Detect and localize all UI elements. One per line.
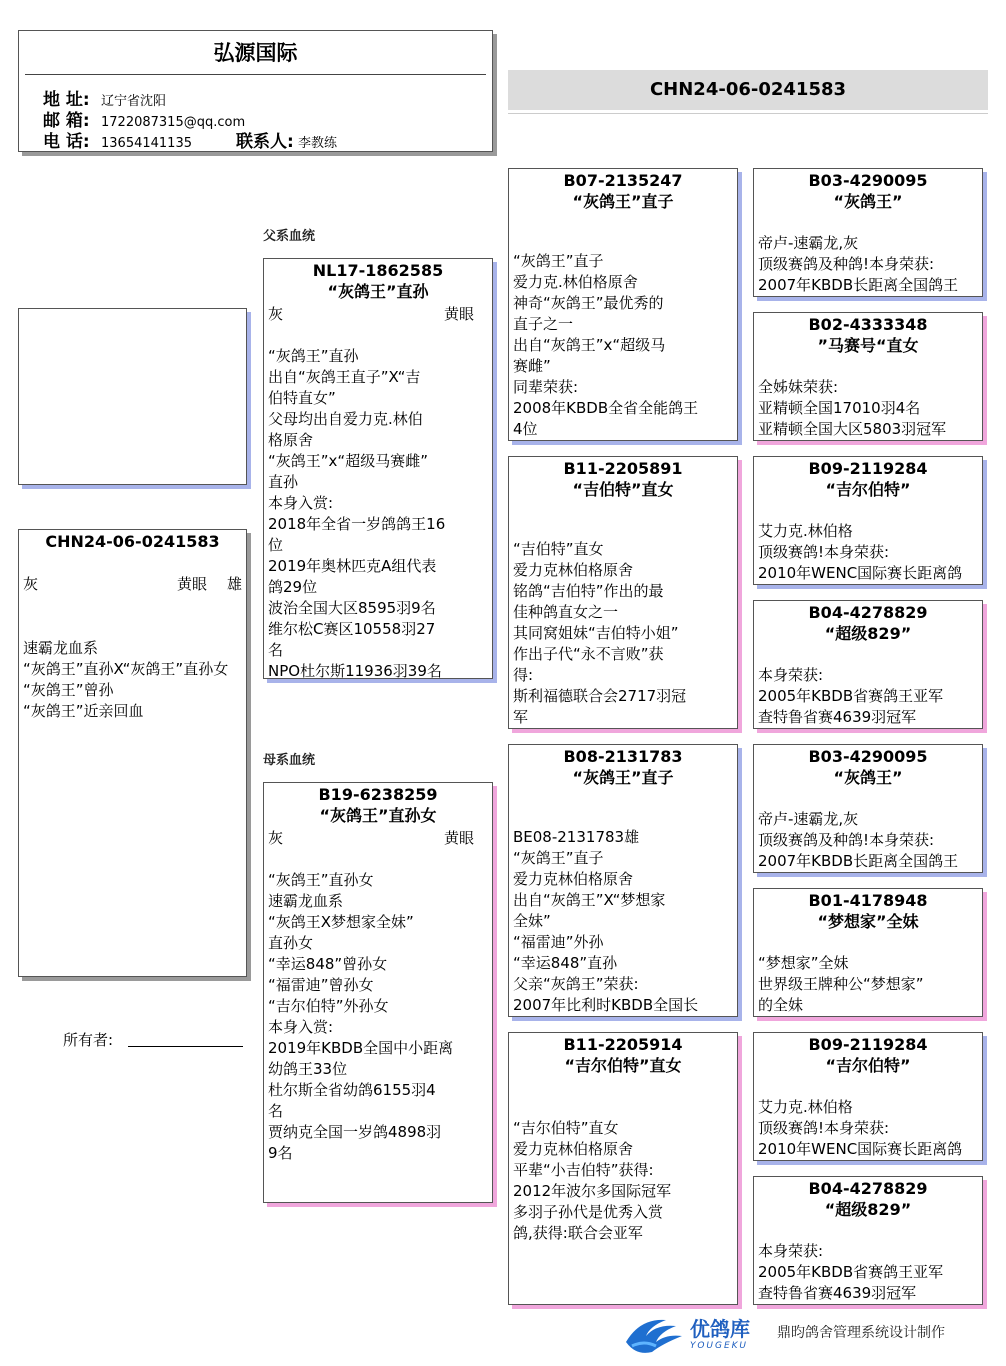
email-value: 1722087315@qq.com xyxy=(101,115,246,130)
text-line: “吉伯特”直女 xyxy=(513,540,604,558)
text-line: 爱力克.林伯格原舍 xyxy=(513,273,638,291)
sire-description xyxy=(264,346,492,679)
text-line: BE08-2131783雄 xyxy=(513,828,640,846)
text-line: 顶级赛鸽及种鸽!本身荣获: xyxy=(758,831,935,849)
subject-eye: 黄眼 xyxy=(176,575,207,593)
great-grandparent-card xyxy=(753,1176,983,1305)
great-grandparent-card xyxy=(753,312,983,441)
dam-description xyxy=(264,870,492,1164)
text-line: “福雷迪”外孙 xyxy=(513,933,604,951)
great-grandparent-ring: B02-4333348 xyxy=(808,315,928,334)
text-line: “福雷迪”曾孙女 xyxy=(268,976,374,994)
text-line: 本身入赏: xyxy=(268,494,334,512)
text-line: 速霸龙血系 xyxy=(23,639,99,657)
text-line: 幼鸽王33位 xyxy=(268,1060,348,1078)
text-line: 艾力克.林伯格 xyxy=(758,1098,853,1116)
email-label: 邮 箱: xyxy=(43,111,90,131)
great-grandparent-name: “梦想家”全妹 xyxy=(817,912,919,931)
text-line: 2012年波尔多国际冠军 xyxy=(513,1182,672,1200)
sire-name: “灰鸽王”直孙 xyxy=(327,282,429,301)
text-line: 赛雌” xyxy=(513,357,551,375)
text-line: “灰鸽王”直孙X“灰鸽王”直孙女 xyxy=(23,660,229,678)
text-line: NPO杜尔斯11936羽39名 xyxy=(268,662,442,679)
banner-divider xyxy=(508,113,988,114)
subject-card xyxy=(18,529,247,977)
subject-color: 灰 xyxy=(23,575,39,593)
dam-ring: B19-6238259 xyxy=(318,785,438,804)
text-line: 2010年WENC国际赛长距离鸽 xyxy=(758,1140,963,1158)
text-line: 神奇“灰鸽王”最优秀的 xyxy=(513,294,664,312)
brand-name: 优鸽库 xyxy=(690,1317,750,1341)
text-line: 爱力克林伯格原舍 xyxy=(513,1140,634,1158)
subject-sex: 雄 xyxy=(226,575,242,593)
text-line: 顶级赛鸽!本身荣获: xyxy=(758,543,890,561)
phone-label: 电 话: xyxy=(43,132,90,152)
text-line: 顶级赛鸽及种鸽!本身荣获: xyxy=(758,255,935,273)
grandparent-ring: B07-2135247 xyxy=(563,171,683,190)
pigeon-photo xyxy=(18,308,247,485)
great-grandparent-name: ”马赛号“直女 xyxy=(817,336,919,355)
grandparent-name: “吉伯特”直女 xyxy=(572,480,674,499)
great-grandparent-card xyxy=(753,888,983,1017)
grandparent-description xyxy=(513,539,733,728)
text-line: 父母均出自爱力克.林伯 xyxy=(268,410,423,428)
sire-ring: NL17-1862585 xyxy=(312,261,444,280)
text-line: 得: xyxy=(513,666,534,684)
text-line: 鸽,获得:联合会亚军 xyxy=(513,1224,643,1242)
text-line: 爱力克林伯格原舍 xyxy=(513,561,634,579)
text-line: 2018年全省一岁鸽鸽王16 xyxy=(268,515,446,533)
contact-label: 联系人: xyxy=(235,132,294,152)
text-line: 直孙 xyxy=(268,473,299,491)
text-line: 多羽子孙代是优秀入赏 xyxy=(513,1203,664,1221)
great-grandparent-ring: B09-2119284 xyxy=(808,459,928,478)
text-line: 出自“灰鸽王”X“梦想家 xyxy=(513,891,666,909)
grandparent-description xyxy=(509,1118,737,1244)
text-line: 鸽29位 xyxy=(268,578,318,596)
text-line: 斯利福德联合会2717羽冠 xyxy=(513,687,687,705)
great-grandparent-card xyxy=(753,600,983,729)
grandparent-description xyxy=(513,251,733,440)
dam-line-label: 母系血统 xyxy=(263,753,316,768)
great-grandparent-description xyxy=(758,1097,978,1160)
text-line: 铭鸽“吉伯特”作出的最 xyxy=(513,582,664,600)
text-line: 2019年KBDB全国中小距离 xyxy=(268,1039,454,1057)
text-line: 杜尔斯全省幼鸽6155羽4 xyxy=(268,1081,436,1099)
text-line: 爱力克林伯格原舍 xyxy=(513,870,634,888)
dam-name: “灰鸽王”直孙女 xyxy=(319,806,437,825)
dam-color: 灰 xyxy=(268,829,284,847)
text-line: 2010年WENC国际赛长距离鸽 xyxy=(758,564,963,582)
brand-logo-icon xyxy=(622,1312,686,1356)
banner-ring-number: CHN24-06-0241583 xyxy=(508,70,988,110)
text-line: “灰鸽王”直孙女 xyxy=(268,871,374,889)
subject-meta xyxy=(19,574,246,595)
sire-line-label: 父系血统 xyxy=(263,229,316,244)
text-line: 军 xyxy=(513,708,529,726)
grandparent-name: “灰鸽王”直子 xyxy=(572,768,674,787)
great-grandparent-ring: B04-4278829 xyxy=(808,603,928,622)
text-line: 2019年奥林匹克A组代表 xyxy=(268,557,437,575)
grandparent-card xyxy=(508,456,738,729)
great-grandparent-name: “吉尔伯特” xyxy=(825,480,911,499)
subject-description xyxy=(19,638,246,722)
text-line: 直子之一 xyxy=(513,315,574,333)
great-grandparent-name: “超级829” xyxy=(824,624,912,643)
owner-signature-line xyxy=(128,1046,243,1047)
great-grandparent-name: “灰鸽王” xyxy=(833,768,903,787)
text-line: 查特鲁省赛4639羽冠军 xyxy=(758,1284,917,1302)
phone-value: 13654141135 xyxy=(101,136,192,151)
text-line: 2005年KBDB省赛鸽王亚军 xyxy=(758,1263,944,1281)
subject-ring: CHN24-06-0241583 xyxy=(45,532,220,551)
text-line: 波治全国大区8595羽9名 xyxy=(268,599,436,617)
text-line: “幸运848”直孙 xyxy=(513,954,618,972)
great-grandparent-name: “超级829” xyxy=(824,1200,912,1219)
text-line: 出自“灰鸽王直子”X“吉 xyxy=(268,368,421,386)
footer-credit: 鼎昀鸽舍管理系统设计制作 xyxy=(777,1325,945,1341)
great-grandparent-ring: B03-4290095 xyxy=(808,171,928,190)
phone-row xyxy=(43,127,337,152)
text-line: 出自“灰鸽王”x“超级马 xyxy=(513,336,666,354)
text-line: 伯特直女” xyxy=(268,389,336,407)
dam-eye: 黄眼 xyxy=(443,829,474,847)
text-line: “灰鸽王”近亲回血 xyxy=(23,702,144,720)
great-grandparent-description xyxy=(758,953,978,1016)
great-grandparent-card xyxy=(753,456,983,585)
header-divider xyxy=(25,74,486,75)
text-line: “灰鸽王”曾孙 xyxy=(23,681,114,699)
text-line: 维尔松C赛区10558羽27 xyxy=(268,620,436,638)
grandparent-card xyxy=(508,744,738,1017)
brand-subtitle: YOUGEKU xyxy=(690,1341,749,1351)
text-line: 速霸龙血系 xyxy=(268,892,344,910)
loft-name: 弘源国际 xyxy=(213,41,298,65)
text-line: 查特鲁省赛4639羽冠军 xyxy=(758,708,917,726)
address-value: 辽宁省沈阳 xyxy=(101,94,167,109)
text-line: 贾纳克全国一岁鸽4898羽 xyxy=(268,1123,442,1141)
text-line: 直孙女 xyxy=(268,934,314,952)
text-line: 9名 xyxy=(268,1144,293,1162)
dam-meta xyxy=(264,828,492,849)
sire-card xyxy=(263,258,493,679)
great-grandparent-ring: B03-4290095 xyxy=(808,747,928,766)
great-grandparent-description xyxy=(758,1241,978,1304)
owner-label: 所有者: xyxy=(63,1031,114,1049)
great-grandparent-description xyxy=(758,809,978,872)
text-line: 名 xyxy=(268,641,284,659)
text-line: 2008年KBDB全省全能鸽王 xyxy=(513,399,699,417)
text-line: 平辈“小吉伯特”获得: xyxy=(513,1161,654,1179)
text-line: 作出子代“永不言败”获 xyxy=(513,645,664,663)
text-line: 本身荣获: xyxy=(758,1242,824,1260)
text-line: 父亲“灰鸽王”荣获: xyxy=(513,975,639,993)
text-line: “幸运848”曾孙女 xyxy=(268,955,388,973)
great-grandparent-description xyxy=(758,521,978,584)
grandparent-name: “吉尔伯特”直女 xyxy=(564,1056,682,1075)
great-grandparent-description xyxy=(758,377,978,440)
text-line: 全妹” xyxy=(513,912,551,930)
text-line: 本身荣获: xyxy=(758,666,824,684)
sire-meta xyxy=(264,304,492,325)
text-line: 其同窝姐妹“吉伯特小姐” xyxy=(513,624,679,642)
grandparent-card xyxy=(508,1032,738,1305)
text-line: 帝卢-速霸龙,灰 xyxy=(758,810,859,828)
text-line: 2007年KBDB长距离全国鸽王 xyxy=(758,276,959,294)
text-line: 格原舍 xyxy=(268,431,314,449)
text-line: 名 xyxy=(268,1102,284,1120)
sire-eye: 黄眼 xyxy=(443,305,474,323)
text-line: 亚精顿全国17010羽4名 xyxy=(758,399,921,417)
great-grandparent-ring: B04-4278829 xyxy=(808,1179,928,1198)
grandparent-ring: B11-2205914 xyxy=(563,1035,683,1054)
text-line: “灰鸽王”直子 xyxy=(513,252,604,270)
text-line: 艾力克.林伯格 xyxy=(758,522,853,540)
text-line: “梦想家”全妹 xyxy=(758,954,849,972)
great-grandparent-card xyxy=(753,744,983,873)
text-line: 亚精顿全国大区5803羽冠军 xyxy=(758,420,947,438)
text-line: 2007年KBDB长距离全国鸽王 xyxy=(758,852,959,870)
loft-header xyxy=(18,30,493,152)
great-grandparent-card xyxy=(753,168,983,297)
great-grandparent-ring: B01-4178948 xyxy=(808,891,928,910)
text-line: 2007年比利时KBDB全国长 xyxy=(513,996,699,1014)
text-line: 的全妹 xyxy=(758,996,804,1014)
text-line: “吉尔伯特”直女 xyxy=(513,1119,619,1137)
great-grandparent-name: “灰鸽王” xyxy=(833,192,903,211)
text-line: “灰鸽王”直孙 xyxy=(268,347,359,365)
great-grandparent-description xyxy=(758,233,978,296)
text-line: 帝卢-速霸龙,灰 xyxy=(758,234,859,252)
text-line: “灰鸽王”x“超级马赛雌” xyxy=(268,452,428,470)
great-grandparent-description xyxy=(758,665,978,728)
dam-card xyxy=(263,782,493,1203)
text-line: “灰鸽王X梦想家全妹” xyxy=(268,913,414,931)
text-line: 2005年KBDB省赛鸽王亚军 xyxy=(758,687,944,705)
text-line: 位 xyxy=(268,536,284,554)
sire-color: 灰 xyxy=(268,305,284,323)
text-line: 全姊妹荣获: xyxy=(758,378,839,396)
address-label: 地 址: xyxy=(43,90,90,110)
great-grandparent-ring: B09-2119284 xyxy=(808,1035,928,1054)
grandparent-card xyxy=(508,168,738,441)
great-grandparent-card xyxy=(753,1032,983,1161)
grandparent-ring: B08-2131783 xyxy=(563,747,683,766)
text-line: “灰鸽王”直子 xyxy=(513,849,604,867)
text-line: 顶级赛鸽!本身荣获: xyxy=(758,1119,890,1137)
text-line: “吉尔伯特”外孙女 xyxy=(268,997,389,1015)
grandparent-ring: B11-2205891 xyxy=(563,459,683,478)
text-line: 世界级王牌种公“梦想家” xyxy=(758,975,924,993)
grandparent-name: “灰鸽王”直子 xyxy=(572,192,674,211)
grandparent-description xyxy=(513,827,733,1016)
text-line: 4位 xyxy=(513,420,538,438)
great-grandparent-name: “吉尔伯特” xyxy=(825,1056,911,1075)
text-line: 同辈荣获: xyxy=(513,378,579,396)
text-line: 佳种鸽直女之一 xyxy=(513,603,619,621)
text-line: 本身入赏: xyxy=(268,1018,334,1036)
contact-value: 李教练 xyxy=(297,136,337,151)
